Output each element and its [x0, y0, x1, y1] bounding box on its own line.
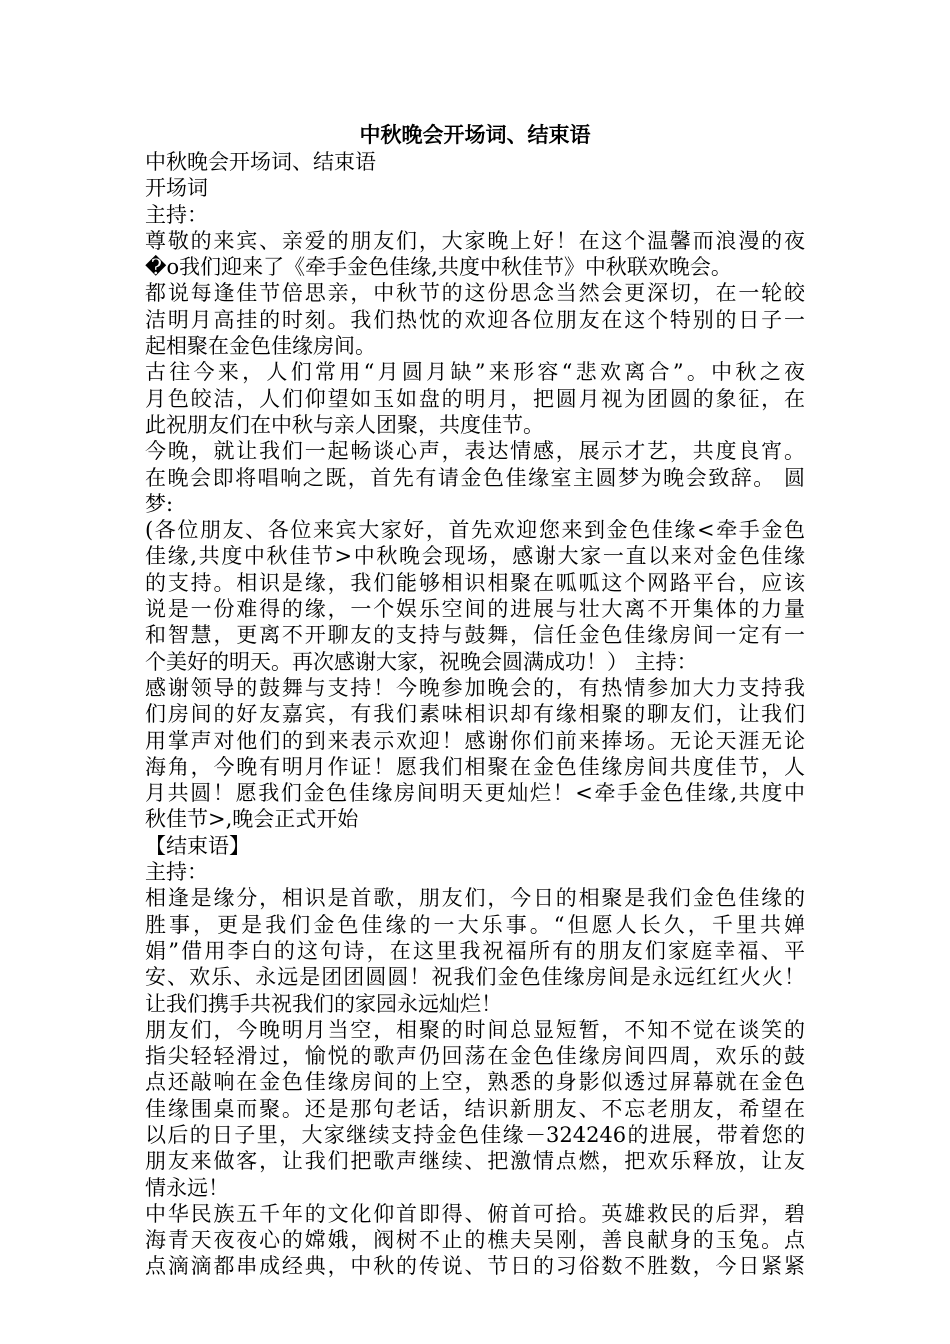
- text-line: 指尖轻轻滑过，愉悦的歌声仍回荡在金色佳缘房间四周，欢乐的鼓: [145, 1044, 805, 1069]
- text-line: 说是一份难得的缘，一个娱乐空间的进展与壮大离不开集体的力量: [145, 597, 805, 622]
- text-line: 佳缘,共度中秋佳节>中秋晚会现场，感谢大家一直以来对金色佳缘: [145, 544, 805, 569]
- text-line: 秋佳节>,晚会正式开始: [145, 807, 359, 832]
- text-line: 古往今来，人们常用“月圆月缺”来形容“悲欢离合”。中秋之夜: [145, 360, 805, 385]
- text-line: 佳缘围桌而聚。还是那句老话，结识新朋友、不忘老朋友，希望在: [145, 1096, 805, 1121]
- text-line: 点滴滴都串成经典，中秋的传说、节日的习俗数不胜数，今日紧紧: [145, 1254, 805, 1279]
- text-line: (各位朋友、各位来宾大家好，首先欢迎您来到金色佳缘<牵手金色: [145, 518, 805, 543]
- text-line: 梦:: [145, 491, 174, 516]
- text-line: 用掌声对他们的到来表示欢迎！感谢你们前来捧场。无论天涯无论: [145, 728, 805, 753]
- text-line: 【结束语】: [145, 833, 250, 858]
- text-line: 洁明月高挂的时刻。我们热忱的欢迎各位朋友在这个特别的日子一: [145, 307, 805, 332]
- text-line: 起相聚在金色佳缘房间。: [145, 334, 376, 359]
- text-line: 让我们携手共祝我们的家园永远灿烂！: [145, 991, 502, 1016]
- text-line: 们房间的好友嘉宾，有我们素味相识却有缘相聚的聊友们，让我们: [145, 702, 805, 727]
- text-line: 以后的日子里，大家继续支持金色佳缘－324246的进展，带着您的: [145, 1122, 805, 1147]
- text-line: 朋友来做客，让我们把歌声继续、把激情点燃，把欢乐释放，让友: [145, 1149, 805, 1174]
- text-line: 主持：: [145, 860, 208, 885]
- text-line: 安、欢乐、永远是团团圆圆！祝我们金色佳缘房间是永远红红火火！: [145, 965, 805, 990]
- text-line: 胜事，更是我们金色佳缘的一大乐事。“但愿人长久，千里共婵: [145, 912, 805, 937]
- text-line: 尊敬的来宾、亲爱的朋友们，大家晚上好！在这个温馨而浪漫的夜: [145, 228, 805, 253]
- text-line: 感谢领导的鼓舞与支持！今晚参加晚会的，有热情参加大力支持我: [145, 675, 805, 700]
- document-title: 中秋晚会开场词、结束语: [359, 122, 591, 147]
- text-line: 月色皎洁，人们仰望如玉如盘的明月，把圆月视为团圆的象征，在: [145, 386, 805, 411]
- text-line: 和智慧，更离不开聊友的支持与鼓舞，信任金色佳缘房间一定有一: [145, 623, 805, 648]
- text-line: 中秋晚会开场词、结束语: [145, 150, 376, 174]
- text-line: 在晚会即将唱响之既，首先有请金色佳缘室主圆梦为晚会致辞。 圆: [145, 465, 805, 490]
- text-line: 中华民族五千年的文化仰首即得、俯首可拾。英雄救民的后羿，碧: [145, 1201, 805, 1226]
- document-body: [145, 149, 805, 1280]
- text-line: 海角，今晚有明月作证！愿我们相聚在金色佳缘房间共度佳节，人: [145, 754, 805, 779]
- text-line: 月共圆！愿我们金色佳缘房间明天更灿烂！<牵手金色佳缘,共度中: [145, 781, 805, 806]
- text-line: 海青天夜夜心的嫦娥，阀树不止的樵夫吴刚，善良献身的玉兔。点: [145, 1228, 805, 1253]
- text-line: 的支持。相识是缘，我们能够相识相聚在呱呱这个网路平台，应该: [145, 570, 805, 595]
- text-line: 主持：: [145, 202, 208, 227]
- text-line: 娟”借用李白的这句诗，在这里我祝福所有的朋友们家庭幸福、平: [145, 938, 805, 963]
- text-line: 情永远！: [145, 1175, 229, 1200]
- text-line: 开场词: [145, 176, 208, 201]
- text-line: 相逢是缘分，相识是首歌，朋友们，今日的相聚是我们金色佳缘的: [145, 886, 805, 911]
- text-line: 点还敲响在金色佳缘房间的上空，熟悉的身影似透过屏幕就在金色: [145, 1070, 805, 1095]
- text-line: 此祝朋友们在中秋与亲人团聚，共度佳节。: [145, 412, 544, 437]
- text-line: 都说每逢佳节倍思亲，中秋节的这份思念当然会更深切，在一轮皎: [145, 281, 805, 306]
- text-line: 朋友们，今晚明月当空，相聚的时间总显短暂，不知不觉在谈笑的: [145, 1017, 805, 1042]
- text-line: 个美好的明天。再次感谢大家，祝晚会圆满成功！） 主持：: [145, 649, 698, 674]
- text-line: �o我们迎来了《牵手金色佳缘,共度中秋佳节》中秋联欢晚会。: [145, 255, 732, 280]
- text-line: 今晚，就让我们一起畅谈心声，表达情感，展示才艺，共度良宵。: [145, 439, 805, 464]
